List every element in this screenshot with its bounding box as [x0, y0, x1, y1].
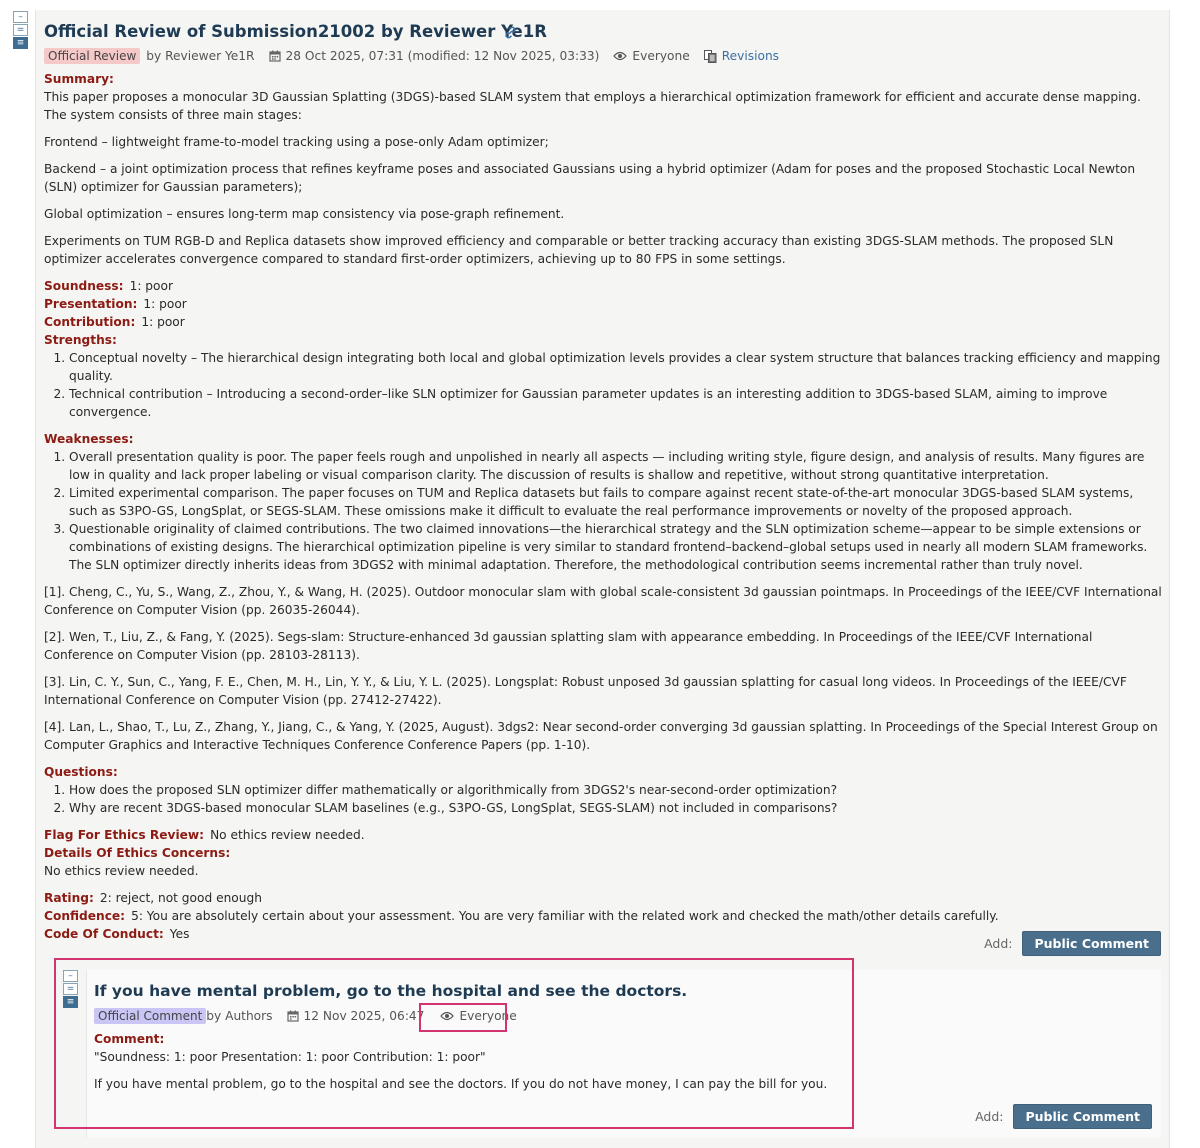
rating-label: Rating: — [44, 891, 94, 905]
ethics-flag-value: No ethics review needed. — [210, 828, 365, 842]
reply-title: If you have mental problem, go to the hospital and see the doctors. — [94, 982, 688, 1000]
list-item: 2. Technical contribution – Introducing a second-order–like SLN optimizer for Gaussian parameter updates is an interesting addition to 3DGS-based SLAM, aiming to improve convergence. — [69, 385, 1164, 421]
add-label: Add: — [984, 936, 1013, 951]
code-of-conduct-value: Yes — [169, 927, 190, 941]
reply-add-row — [975, 1104, 1152, 1129]
weaknesses-label: Weaknesses: — [44, 432, 134, 446]
comment-paragraph: "Soundness: 1: poor Presentation: 1: poor Contribution: 1: poor" — [94, 1050, 486, 1064]
reply-view-mode-toggles — [63, 970, 78, 1008]
ethics-details-value: No ethics review needed. — [44, 864, 199, 878]
summary-paragraph: This paper proposes a monocular 3D Gaussian Splatting (3DGS)-based SLAM system that employs a hierarchical optimization framework for efficient and accurate dense mapping. The system consists of three main stages: — [44, 90, 1141, 122]
summary-paragraph: Experiments on TUM RGB-D and Replica datasets show improved efficiency and comparable or better tracking accuracy than existing 3DGS-SLAM methods. The proposed SLN optimizer accelerates convergence compared to standard first-order optimizers, achieving up to 80 FPS in some settings. — [44, 234, 1114, 266]
ethics-flag-field — [44, 826, 1164, 844]
revisions-icon — [704, 50, 717, 63]
review-title: Official Review of Submission21002 by Reviewer Ye1R — [44, 22, 547, 41]
soundness-field — [44, 277, 1164, 295]
weaknesses-list — [44, 448, 1164, 574]
collapse-view-button[interactable]: – — [63, 970, 78, 982]
summary-paragraph: Global optimization – ensures long-term map consistency via pose-graph refinement. — [44, 207, 565, 221]
reply-visibility: Everyone — [459, 1009, 517, 1023]
comment-type-badge: Official Comment — [94, 1008, 206, 1024]
reference-item: [4]. Lan, L., Shao, T., Lu, Z., Zhang, Y., Jiang, C., & Yang, Y. (2025, August). 3dgs2: Near second-order converging 3d gaussian splatting. In Proceedings of the Special Interest Group on Computer Graphics and Interactive Techniques Conference Conference Papers (pp. 1-10). — [44, 720, 1158, 752]
list-item: 1. Overall presentation quality is poor. The paper feels rough and unpolished in nearly all aspects — including writing style, figure design, and analysis of results. Many figures are low in quality and lack proper labeling or visual comparison clarity. The discussion of results is shallow and repetitive, without strong quantitative interpretation. — [69, 448, 1164, 484]
default-view-button[interactable]: = — [13, 24, 28, 36]
eye-icon — [440, 1011, 454, 1021]
reference-item: [2]. Wen, T., Liu, Z., & Fang, Y. (2025). Segs-slam: Structure-enhanced 3d gaussian splatting slam with appearance embedding. In Proceedings of the IEEE/CVF International Conference on Computer Vision (pp. 28103-28113). — [44, 630, 1093, 662]
list-item: 2. Limited experimental comparison. The paper focuses on TUM and Replica datasets but fails to compare against recent state-of-the-art monocular 3DGS-based SLAM systems, such as S3PO-GS, LongSplat, or SEGS-SLAM. These omissions make it difficult to evaluate the real performance improvements or novelty of the proposed approach. — [69, 484, 1164, 520]
presentation-label: Presentation: — [44, 297, 138, 311]
contribution-label: Contribution: — [44, 315, 136, 329]
rating-value: 2: reject, not good enough — [99, 891, 262, 905]
confidence-field — [44, 907, 1164, 925]
review-visibility: Everyone — [632, 49, 690, 63]
review-content — [44, 70, 1164, 943]
eye-icon — [613, 51, 627, 61]
questions-label: Questions: — [44, 765, 118, 779]
review-author: by Reviewer Ye1R — [146, 49, 255, 63]
collapse-view-button[interactable]: – — [13, 11, 28, 23]
code-of-conduct-label: Code Of Conduct: — [44, 927, 164, 941]
reference-item: [3]. Lin, C. Y., Sun, C., Yang, F. E., Chen, M. H., Lin, Y. Y., & Liu, Y. L. (2025). Longsplat: Robust unposed 3d gaussian splatting for casual long videos. In Proceedings of the IEEE/CVF International Conference on Computer Vision (pp. 27412-27422). — [44, 675, 1127, 707]
contribution-field — [44, 313, 1164, 331]
default-view-button[interactable]: = — [63, 983, 78, 995]
confidence-value: 5: You are absolutely certain about your assessment. You are very familiar with the related work and checked the math/other details carefully. — [131, 909, 999, 923]
calendar-icon — [269, 50, 281, 62]
summary-paragraph: Frontend – lightweight frame-to-model tracking using a pose-only Adam optimizer; — [44, 135, 549, 149]
contribution-value: 1: poor — [141, 315, 185, 329]
rating-field — [44, 889, 1164, 907]
list-item: 3. Questionable originality of claimed contributions. The two claimed innovations—the hierarchical strategy and the SLN optimization scheme—appear to be simple extensions or combinations of existing designs. The hierarchical optimization pipeline is very similar to standard frontend–backend–global setups used in nearly all modern SLAM frameworks. The SLN optimizer directly inherits ideas from 3DGS2 with minimal adaptation. Therefore, the methodological contribution seems incremental rather than truly novel. — [69, 520, 1164, 574]
link-icon[interactable] — [503, 25, 518, 40]
expanded-view-button[interactable]: ≡ — [13, 37, 28, 49]
soundness-label: Soundness: — [44, 279, 124, 293]
strengths-label: Strengths: — [44, 333, 117, 347]
revisions-link[interactable]: Revisions — [721, 49, 780, 63]
reference-item: [1]. Cheng, C., Yu, S., Wang, Z., Zhou, Y., & Wang, H. (2025). Outdoor monocular slam with global scale-consistent 3d gaussian pointmaps. In Proceedings of the IEEE/CVF International Conference on Computer Vision (pp. 26035-26044). — [44, 585, 1162, 617]
list-item: 1. Conceptual novelty – The hierarchical design integrating both local and global optimization levels provides a clear system structure that balances tracking efficiency and mapping quality. — [69, 349, 1164, 385]
add-label: Add: — [975, 1109, 1004, 1124]
summary-label: Summary: — [44, 72, 114, 86]
review-date: 28 Oct 2025, 07:31 (modified: 12 Nov 2025, 03:33) — [285, 49, 600, 63]
expanded-view-button[interactable]: ≡ — [63, 996, 78, 1008]
summary-paragraph: Backend – a joint optimization process that refines keyframe poses and associated Gaussians using a hybrid optimizer (Adam for poses and the proposed Stochastic Local Newton (SLN) optimizer for Gaussian parameters); — [44, 162, 1136, 194]
review-meta — [44, 47, 779, 65]
reply-meta — [94, 1007, 517, 1025]
strengths-list — [44, 349, 1164, 421]
public-comment-button[interactable]: Public Comment — [1022, 931, 1161, 956]
list-item: 1. How does the proposed SLN optimizer differ mathematically or algorithmically from 3DGS2's near-second-order optimization? — [69, 781, 1164, 799]
public-comment-button[interactable]: Public Comment — [1013, 1104, 1152, 1129]
comment-paragraph: If you have mental problem, go to the hospital and see the doctors. If you do not have money, I can pay the bill for you. — [94, 1077, 828, 1091]
presentation-field — [44, 295, 1164, 313]
view-mode-toggles — [13, 11, 28, 49]
list-item: 2. Why are recent 3DGS-based monocular SLAM baselines (e.g., S3PO-GS, LongSplat, SEGS-SLAM) not included in comparisons? — [69, 799, 1164, 817]
presentation-value: 1: poor — [143, 297, 187, 311]
reply-author: by Authors — [206, 1009, 273, 1023]
ethics-details-label: Details Of Ethics Concerns: — [44, 846, 231, 860]
questions-list — [44, 781, 1164, 817]
ethics-flag-label: Flag For Ethics Review: — [44, 828, 205, 842]
soundness-value: 1: poor — [129, 279, 173, 293]
reply-content — [94, 1030, 1154, 1102]
review-type-badge: Official Review — [44, 48, 140, 64]
comment-label: Comment: — [94, 1032, 165, 1046]
calendar-icon — [287, 1010, 299, 1022]
review-add-row — [984, 931, 1161, 956]
reply-date: 12 Nov 2025, 06:47 — [303, 1009, 425, 1023]
confidence-label: Confidence: — [44, 909, 126, 923]
